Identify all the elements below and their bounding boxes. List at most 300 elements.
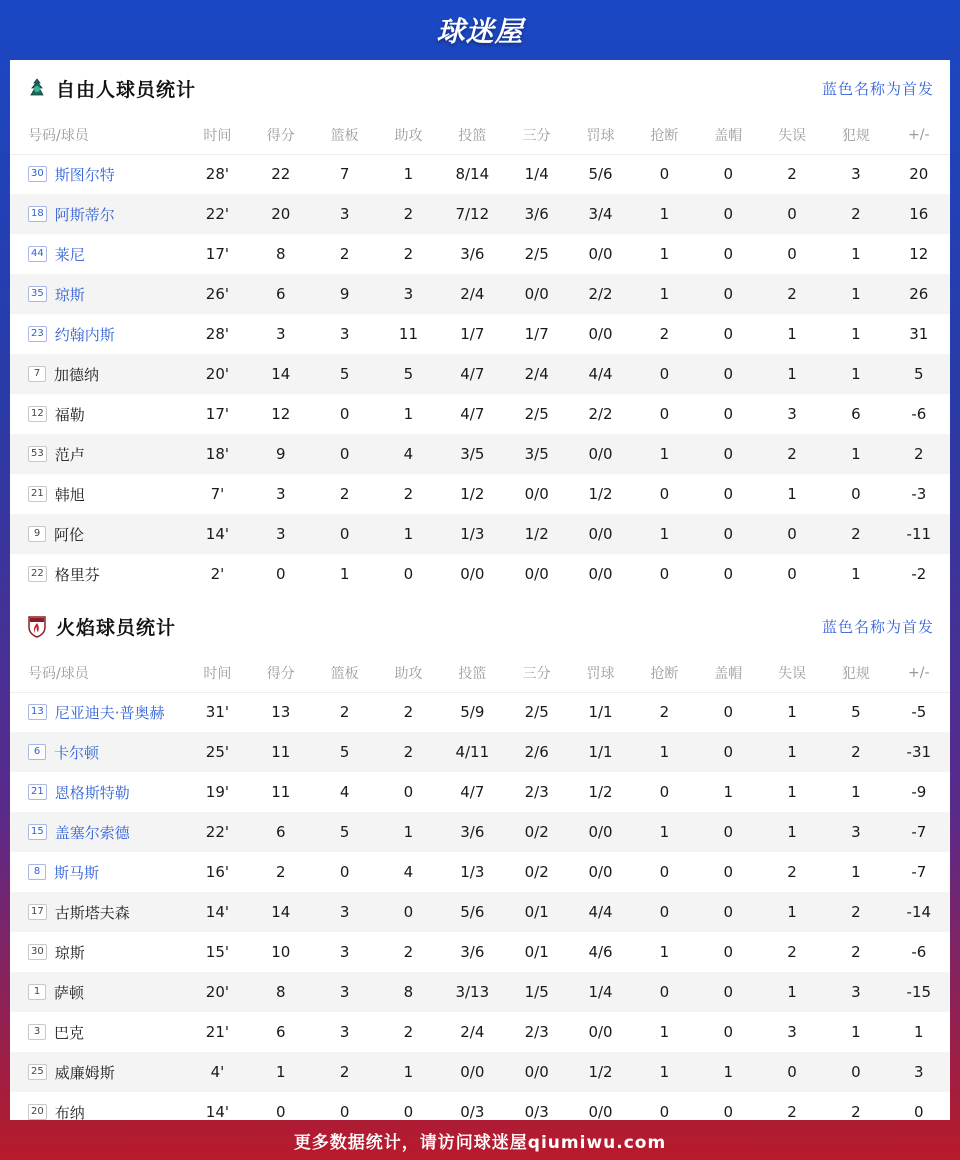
stat-cell: 1/5 [504, 972, 568, 1012]
player-name-link[interactable]: 斯马斯 [54, 863, 100, 882]
stat-cell: 22' [186, 812, 249, 852]
table-row[interactable] [10, 154, 950, 194]
stat-cell: 0/2 [504, 812, 568, 852]
player-cell[interactable] [10, 892, 186, 932]
stat-cell: 2 [339, 245, 350, 263]
stat-cell: 8 [275, 245, 286, 263]
jersey-number-badge: 30 [28, 166, 47, 182]
table-row[interactable] [10, 474, 950, 514]
stat-cell: 14' [186, 514, 249, 554]
player-name-link[interactable]: 约翰内斯 [54, 325, 115, 344]
stat-cell: 3 [339, 943, 350, 961]
stat-cell: 0/0 [569, 514, 632, 554]
stat-cell: 4/7 [460, 783, 485, 801]
player-cell[interactable] [10, 972, 186, 1012]
jersey-number-badge: 53 [28, 446, 47, 462]
table-row[interactable] [10, 434, 950, 474]
column-header: 时间 [186, 116, 249, 154]
stat-cell: 2 [659, 325, 670, 343]
stat-cell: 17' [205, 245, 230, 263]
stat-cell: 2/4 [460, 1023, 485, 1041]
stat-cell: 1/3 [440, 514, 504, 554]
stat-cell: 2 [659, 703, 670, 722]
player-rows [10, 692, 950, 1132]
stat-cell: 0 [659, 1103, 670, 1121]
stat-cell: 1/2 [504, 514, 568, 554]
table-row[interactable] [10, 732, 950, 772]
stat-cell: 11 [249, 732, 312, 772]
player-name-link[interactable]: 斯图尔特 [54, 165, 115, 184]
column-header: 助攻 [377, 116, 440, 154]
table-row[interactable] [10, 692, 950, 732]
stat-cell: 0 [723, 943, 733, 961]
stat-cell: -5 [911, 703, 927, 722]
stat-cell: 26 [888, 274, 950, 314]
table-row[interactable] [10, 1052, 950, 1092]
jersey-number-badge: 21 [28, 784, 47, 800]
stat-cell: 9 [249, 434, 312, 474]
stat-cell: 2 [787, 863, 797, 881]
stat-cell: 5 [888, 354, 950, 394]
stat-cell: 0 [697, 732, 760, 772]
player-name-link[interactable]: 阿伦 [54, 525, 85, 544]
stat-cell: 8 [249, 972, 312, 1012]
table-row[interactable] [10, 554, 950, 594]
player-name-link[interactable]: 卡尔顿 [54, 743, 100, 762]
table-row[interactable] [10, 514, 950, 554]
stat-cell: 0 [723, 245, 733, 263]
jersey-number-badge: 6 [28, 744, 46, 760]
jersey-number-badge: 23 [28, 326, 47, 342]
stat-cell: 5 [312, 732, 376, 772]
stat-cell: 5/6 [440, 892, 504, 932]
stat-cell: -15 [888, 972, 950, 1012]
player-name-link[interactable]: 布纳 [54, 1103, 85, 1122]
player-name-link[interactable]: 福勒 [54, 405, 85, 424]
stat-cell: 7/12 [440, 194, 504, 234]
column-header: 投篮 [440, 654, 504, 692]
stat-cell: 0/0 [440, 1052, 504, 1092]
stat-cell: 1 [787, 325, 797, 343]
player-cell[interactable] [10, 772, 186, 812]
player-rows [10, 154, 950, 594]
stat-cell: 3 [824, 812, 887, 852]
team-section-liberty [10, 60, 950, 594]
stat-cell: 3/5 [440, 434, 504, 474]
stat-cell: 8 [377, 972, 440, 1012]
stat-cell: 4 [339, 783, 350, 801]
stat-cell: 0 [914, 1103, 924, 1121]
column-header: 得分 [249, 654, 312, 692]
stat-cell: 0 [403, 565, 414, 583]
stat-cell: 0 [339, 405, 350, 423]
player-name-link[interactable]: 威廉姆斯 [54, 1063, 115, 1082]
column-header: +/- [888, 116, 950, 154]
table-row[interactable] [10, 234, 950, 274]
stat-cell: 0 [659, 863, 670, 881]
stat-cell: 28' [205, 165, 230, 184]
stat-cell: 5 [312, 354, 376, 394]
stat-cell: 1 [632, 1052, 696, 1092]
stat-cell: 2 [824, 514, 887, 554]
footer-link-text[interactable]: 更多数据统计，请访问球迷屋qiumiwu.com [293, 1132, 667, 1153]
column-header: 投篮 [440, 116, 504, 154]
stat-cell: 2/3 [524, 783, 549, 801]
stat-cell: 20' [186, 972, 249, 1012]
stat-cell: 3 [312, 194, 376, 234]
player-cell[interactable] [10, 234, 186, 274]
stat-cell: 2/5 [524, 245, 549, 263]
player-cell[interactable] [10, 194, 186, 234]
stat-cell: -6 [911, 943, 927, 961]
stat-cell: 1/7 [524, 325, 549, 343]
stat-cell: 2 [787, 943, 797, 961]
column-header: 罚球 [569, 116, 632, 154]
table-row[interactable] [10, 1012, 950, 1052]
jersey-number-badge: 30 [28, 944, 47, 960]
player-stats-table [10, 654, 950, 1132]
table-row[interactable] [10, 274, 950, 314]
stat-cell: 20 [249, 194, 312, 234]
stat-cell: 1 [824, 354, 887, 394]
stat-cell: 0 [312, 434, 376, 474]
stat-cell: 2/6 [504, 732, 568, 772]
column-header: 失误 [760, 654, 824, 692]
stat-cell: 5/9 [460, 703, 485, 722]
starter-legend: 蓝色名称为首发 [821, 79, 934, 98]
stat-cell: 0 [787, 565, 797, 583]
stat-cell: 1/4 [524, 165, 549, 184]
column-header: +/- [888, 654, 950, 692]
stat-cell: 1 [851, 863, 861, 881]
stat-cell: 0/0 [569, 812, 632, 852]
stat-cell: 3 [339, 325, 350, 343]
column-header: 犯规 [824, 654, 887, 692]
stat-cell: 0 [659, 565, 670, 583]
stat-cell: 0/3 [460, 1103, 485, 1121]
jersey-number-badge: 3 [28, 1024, 46, 1040]
stat-cell: 2 [312, 1052, 376, 1092]
stat-cell: 0/0 [504, 274, 568, 314]
stat-cell: 1 [403, 405, 414, 423]
player-cell[interactable] [10, 514, 186, 554]
stat-cell: 13 [271, 703, 291, 722]
stat-cell: 1 [659, 245, 670, 263]
table-row[interactable] [10, 354, 950, 394]
stat-cell: 3/6 [460, 245, 485, 263]
stat-cell: 28' [205, 325, 230, 343]
stat-cell: 1 [760, 354, 824, 394]
stat-cell: 0 [659, 485, 670, 503]
stat-cell: 1 [851, 783, 861, 801]
stat-cell: 5 [851, 703, 861, 722]
column-header: 篮板 [312, 654, 376, 692]
stat-cell: 14 [249, 892, 312, 932]
stat-cell: 2/2 [569, 274, 632, 314]
player-cell[interactable] [10, 554, 186, 594]
player-cell[interactable] [10, 474, 186, 514]
stat-cell: 21' [205, 1023, 230, 1041]
stat-cell: 0/1 [504, 892, 568, 932]
stat-cell: 3 [312, 892, 376, 932]
stat-cell: 2 [824, 892, 887, 932]
stat-cell: 0 [632, 892, 696, 932]
stat-cell: 1/3 [460, 863, 485, 881]
stat-cell: 1 [377, 514, 440, 554]
player-cell[interactable] [10, 314, 186, 354]
stat-cell: 0 [377, 892, 440, 932]
player-name-link[interactable]: 加德纳 [54, 365, 100, 384]
jersey-number-badge: 1 [28, 984, 46, 1000]
stat-cell: 0 [851, 485, 861, 503]
stat-cell: 3/5 [504, 434, 568, 474]
column-header: 犯规 [824, 116, 887, 154]
stat-cell: 4' [186, 1052, 249, 1092]
stat-cell: 2 [377, 732, 440, 772]
column-header: 抢断 [632, 116, 696, 154]
stat-cell: 3 [888, 1052, 950, 1092]
column-header: 盖帽 [697, 654, 760, 692]
stat-cell: 0 [275, 1103, 286, 1121]
stat-cell: 0/1 [524, 943, 549, 961]
stat-cell: 1/1 [569, 732, 632, 772]
player-cell[interactable] [10, 1012, 186, 1052]
stat-cell: 4 [377, 434, 440, 474]
stat-cell: 14' [186, 892, 249, 932]
player-name-link[interactable]: 格里芬 [54, 565, 100, 584]
stat-cell: 4/7 [440, 354, 504, 394]
player-cell[interactable] [10, 434, 186, 474]
stat-cell: 1 [632, 812, 696, 852]
stat-cell: 3/6 [460, 943, 485, 961]
stat-cell: 0 [760, 514, 824, 554]
stat-cell: 4/11 [440, 732, 504, 772]
jersey-number-badge: 35 [28, 286, 47, 302]
stat-cell: 6 [249, 812, 312, 852]
stat-cell: 9 [312, 274, 376, 314]
player-cell[interactable] [10, 932, 186, 972]
player-name-link[interactable]: 盖塞尔索德 [54, 823, 130, 842]
stat-cell: 1 [824, 274, 887, 314]
stat-cell: 0 [787, 245, 797, 263]
stat-cell: 2 [824, 732, 887, 772]
stat-cell: 4/4 [569, 354, 632, 394]
stat-cell: 1 [851, 1023, 861, 1041]
table-row[interactable] [10, 892, 950, 932]
table-row[interactable] [10, 394, 950, 434]
player-name-link[interactable]: 莱尼 [54, 245, 85, 264]
player-cell[interactable] [10, 354, 186, 394]
column-header: 篮板 [312, 116, 376, 154]
player-cell[interactable] [10, 692, 186, 732]
stat-cell: 0 [723, 485, 733, 503]
column-header: 得分 [249, 116, 312, 154]
stat-cell: 2 [760, 434, 824, 474]
stat-cell: 3/13 [440, 972, 504, 1012]
stat-cell: 2 [403, 703, 414, 722]
stat-cell: 0 [723, 703, 733, 722]
column-header: 盖帽 [697, 116, 760, 154]
stat-cell: 2 [403, 1023, 414, 1041]
fire-logo-icon [26, 615, 48, 637]
player-name-link[interactable]: 萨顿 [54, 983, 85, 1002]
stat-cell: 26' [186, 274, 249, 314]
stat-cell: -14 [888, 892, 950, 932]
player-name-link[interactable]: 范卢 [54, 445, 85, 464]
stat-cell: 3 [377, 274, 440, 314]
stat-cell: 1 [632, 194, 696, 234]
player-name-link[interactable]: 古斯塔夫森 [54, 903, 130, 922]
stat-cell: 1 [632, 514, 696, 554]
stat-cell: 2 [403, 485, 414, 503]
stat-cell: 0 [697, 434, 760, 474]
stat-cell: 2 [403, 245, 414, 263]
player-name-link[interactable]: 琼斯 [54, 943, 85, 962]
stat-cell: 0/0 [588, 863, 613, 881]
stat-cell: 3 [312, 972, 376, 1012]
player-cell[interactable] [10, 812, 186, 852]
jersey-number-badge: 18 [28, 206, 47, 222]
stat-cell: 7 [339, 165, 350, 184]
footer-banner[interactable] [0, 1120, 960, 1160]
table-row[interactable] [10, 852, 950, 892]
player-name-link[interactable]: 巴克 [54, 1023, 85, 1042]
table-row[interactable] [10, 812, 950, 852]
player-name-link[interactable]: 恩格斯特勒 [54, 783, 130, 802]
stat-cell: 1/1 [588, 703, 613, 722]
player-cell[interactable] [10, 394, 186, 434]
stat-cell: 1 [632, 274, 696, 314]
stat-cell: 1 [697, 1052, 760, 1092]
stat-cell: 0 [760, 194, 824, 234]
liberty-logo-icon [26, 77, 48, 99]
table-row[interactable] [10, 772, 950, 812]
stat-cell: 4/4 [569, 892, 632, 932]
stat-cell: 2 [339, 485, 350, 503]
jersey-number-badge: 13 [28, 704, 47, 720]
stat-cell: 1/2 [460, 485, 485, 503]
column-header: 罚球 [569, 654, 632, 692]
stat-cell: 0/2 [524, 863, 549, 881]
stat-cell: 2 [787, 1103, 797, 1121]
stat-cell: 16 [888, 194, 950, 234]
stat-cell: 4/7 [460, 405, 485, 423]
stat-cell: 0/0 [504, 1052, 568, 1092]
stat-cell: 0 [403, 1103, 414, 1121]
stat-cell: 1 [632, 434, 696, 474]
stat-cell: 0 [723, 863, 733, 881]
stat-cell: 0 [697, 194, 760, 234]
stat-cell: 3/6 [504, 194, 568, 234]
stat-cell: 14' [205, 1103, 230, 1121]
stat-cell: 31' [205, 703, 230, 722]
site-logo[interactable]: 球迷屋 [436, 15, 524, 48]
stat-cell: 25' [186, 732, 249, 772]
jersey-number-badge: 7 [28, 366, 46, 382]
stat-cell: 0 [723, 1023, 733, 1041]
stat-cell: 1 [659, 943, 670, 961]
player-cell[interactable] [10, 732, 186, 772]
stat-cell: 0 [824, 1052, 887, 1092]
stat-cell: 1 [377, 1052, 440, 1092]
stat-cell: 1 [723, 783, 733, 801]
stat-cell: 11 [398, 325, 418, 343]
stat-cell: 1 [760, 892, 824, 932]
stat-cell: 3 [824, 972, 887, 1012]
stat-cell: 12 [271, 405, 291, 423]
stat-cell: 0 [697, 892, 760, 932]
player-name-link[interactable]: 琼斯 [54, 285, 85, 304]
jersey-number-badge: 20 [28, 1104, 47, 1120]
stat-cell: 1/2 [588, 783, 613, 801]
player-cell[interactable] [10, 1052, 186, 1092]
player-cell[interactable] [10, 154, 186, 194]
stat-cell: 0 [723, 565, 733, 583]
stat-cell: -3 [911, 485, 927, 503]
stat-cell: 0 [697, 812, 760, 852]
stat-cell: 0 [723, 325, 733, 343]
stat-cell: 3/6 [440, 812, 504, 852]
stat-cell: 2 [787, 165, 797, 184]
player-cell[interactable] [10, 274, 186, 314]
stat-cell: 3 [275, 325, 286, 343]
stat-cell: 1 [824, 434, 887, 474]
stat-cell: 5 [377, 354, 440, 394]
table-row[interactable] [10, 194, 950, 234]
stat-cell: 0/0 [460, 565, 485, 583]
stat-cell: 0 [697, 274, 760, 314]
stat-cell: 0/0 [588, 325, 613, 343]
stat-cell: 22 [271, 165, 291, 184]
player-name-link[interactable]: 韩旭 [54, 485, 85, 504]
column-header: 号码/球员 [10, 654, 186, 692]
stat-cell: 0 [723, 1103, 733, 1121]
stat-cell: 3 [275, 485, 286, 503]
table-row[interactable] [10, 314, 950, 354]
table-row[interactable] [10, 972, 950, 1012]
player-name-link[interactable]: 阿斯蒂尔 [54, 205, 115, 224]
stat-cell: 2/4 [504, 354, 568, 394]
starter-legend: 蓝色名称为首发 [821, 617, 934, 636]
stat-cell: 1 [914, 1023, 924, 1041]
column-header: 失误 [760, 116, 824, 154]
stat-cell: 0/0 [524, 565, 549, 583]
player-stats-table [10, 116, 950, 594]
stat-cell: 2 [275, 863, 286, 881]
stat-cell: 22' [186, 194, 249, 234]
stat-cell: 14 [249, 354, 312, 394]
player-name-link[interactable]: 尼亚迪夫·普奥赫 [54, 703, 165, 722]
stat-cell: 0 [659, 165, 670, 184]
column-header: 三分 [504, 116, 568, 154]
stat-cell: 18' [186, 434, 249, 474]
stat-cell: 0 [632, 972, 696, 1012]
stat-cell: 3 [787, 405, 797, 423]
table-row[interactable] [10, 932, 950, 972]
stat-cell: 2 [824, 194, 887, 234]
stat-cell: 1 [851, 325, 861, 343]
player-cell[interactable] [10, 852, 186, 892]
stat-cell: 3/4 [569, 194, 632, 234]
stat-cell: 20 [909, 165, 929, 184]
stat-cell: 4 [403, 863, 414, 881]
stat-cell: 17' [205, 405, 230, 423]
stat-cell: 1 [760, 732, 824, 772]
stat-cell: 0 [312, 514, 376, 554]
stat-cell: -6 [911, 405, 927, 423]
stat-cell: 1 [787, 485, 797, 503]
stat-cell: 1 [339, 565, 350, 583]
